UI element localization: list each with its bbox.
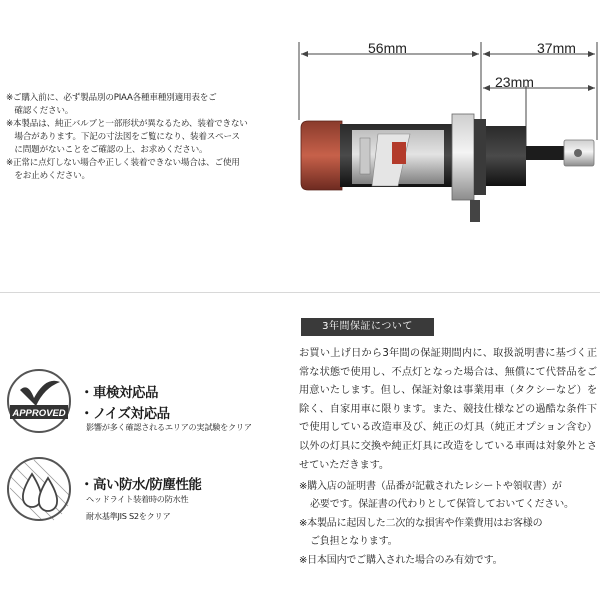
warranty-notes (299, 478, 597, 570)
feature-waterproof-detail-2: 耐水基準JIS S2をクリア (86, 511, 171, 521)
section-divider (0, 292, 600, 293)
warranty-note-line: ※日本国内でご購入された場合のみ有効です。 (299, 554, 503, 566)
total-length-label: 56mm (368, 40, 407, 56)
badge-label: APPROVED (12, 408, 66, 419)
base-length-label: 37mm (537, 40, 576, 56)
note-line: に問題がないことをご確認の上、お求めください。 (6, 145, 208, 155)
warranty-text (299, 345, 597, 475)
note-line: 確認ください。 (6, 106, 74, 116)
warranty-heading: 3年間保証について (301, 318, 434, 336)
warranty-note-line: ※購入店の証明書（品番が記載されたレシートや領収書）が (299, 481, 562, 492)
warranty-paragraph: お買い上げ日から3年間の保証期間内に、取扱説明書に基づく正常な状態で使用し、不点灯となった場合は、無償にて代替品をご用意いたします。但し、保証対象は事業用車（タクシーなど）を除く、自家用車に限ります。また、競技仕様などの過酷な条件下で使用している改造車及び、純正の灯具（純正オプション含む）以外の灯具に交換や純正灯具に改造をしている車両は対象外とさせていただきます。 (299, 348, 597, 471)
feature-noise: ・ノイズ対応品 (80, 406, 170, 422)
warranty-note-line: ご負担となります。 (310, 536, 398, 548)
feature-waterproof: ・高い防水/防塵性能 (80, 477, 202, 493)
approved-badge-icon (6, 368, 72, 434)
feature-waterproof-detail-1: ヘッドライト装着時の防水性 (86, 494, 189, 504)
feature-noise-detail: 影響が多く確認されるエリアの実試験をクリア (86, 422, 252, 432)
water-drop-icon (6, 456, 72, 522)
note-line: ※本製品は、純正バルブと一部形状が異なるため、装着できない (6, 119, 248, 129)
warranty-note-line: 必要です。保証書の代わりとして保管しておいてください。 (310, 499, 574, 511)
dimension-arrows (301, 51, 595, 91)
note-line: をお止めください。 (6, 171, 90, 181)
led-bulb-image (301, 114, 594, 222)
note-line: ※ご購入前に、必ず製品別のPIAA各種車種別適用表をご (6, 93, 217, 103)
feature-shaken: ・車検対応品 (80, 385, 158, 401)
purchase-notes (6, 92, 296, 183)
note-line: ※正常に点灯しない場合や正しく装着できない場合は、ご使用 (6, 158, 240, 168)
warranty-note-line: ※本製品に起因した二次的な損害や作業費用はお客様の (299, 517, 543, 529)
neck-length-label: 23mm (495, 74, 534, 90)
note-line: 場合があります。下記の寸法図をご覧になり、装着スペース (6, 132, 240, 142)
